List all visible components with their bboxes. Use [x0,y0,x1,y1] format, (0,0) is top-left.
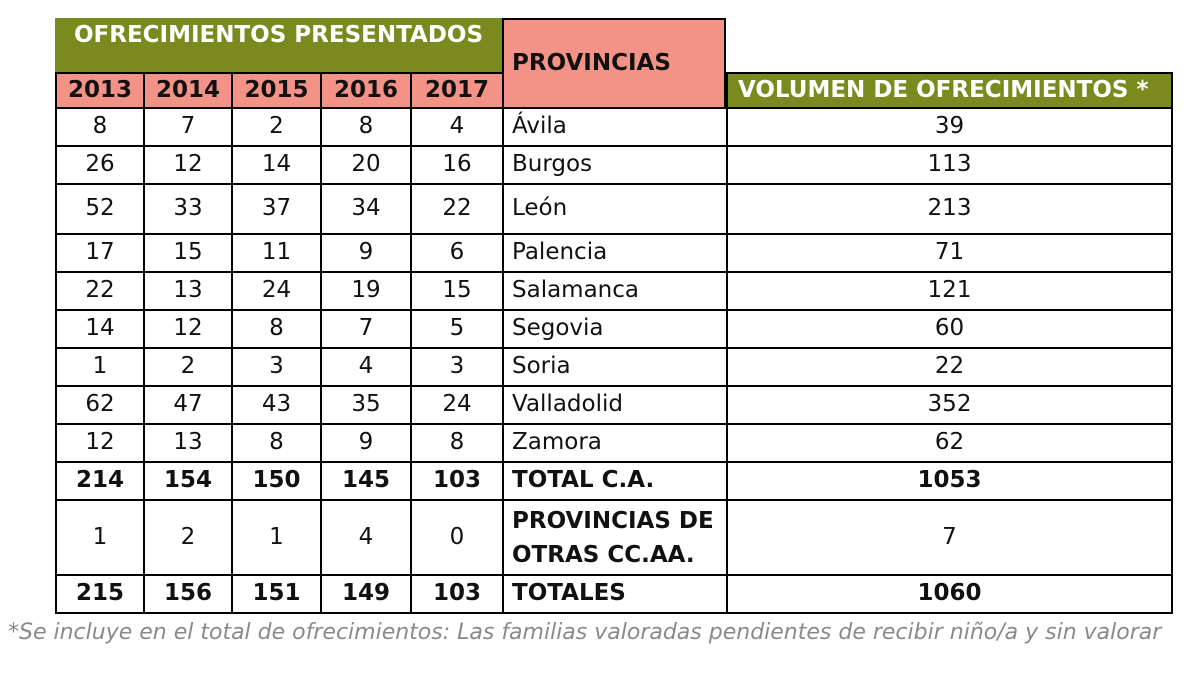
volumen-cell: 213 [726,183,1173,235]
table-cell-2015: 151 [231,574,322,614]
table-cell-2016: 9 [320,233,412,273]
table-cell-2016: 7 [320,309,412,349]
table-cell-2017: 8 [410,423,504,463]
table-cell-2016: 9 [320,423,412,463]
table-cell-2014: 2 [143,347,233,387]
volumen-cell: 62 [726,423,1173,463]
provincia-cell: Ávila [502,107,728,147]
volumen-header: VOLUMEN DE OFRECIMIENTOS * [726,72,1173,109]
table-cell-2014: 12 [143,145,233,185]
provincia-cell: Burgos [502,145,728,185]
volumen-cell: 22 [726,347,1173,387]
table-cell-2014: 15 [143,233,233,273]
table-cell-2017: 3 [410,347,504,387]
table-cell-2014: 154 [143,461,233,501]
provincia-cell: León [502,183,728,235]
provincia-cell: TOTAL C.A. [502,461,728,501]
table-cell-2016: 4 [320,347,412,387]
table-cell-2014: 7 [143,107,233,147]
volumen-cell: 352 [726,385,1173,425]
year-header: 2016 [320,72,412,109]
table-cell-2013: 62 [55,385,145,425]
provincia-cell: Soria [502,347,728,387]
table-cell-2017: 22 [410,183,504,235]
table-cell-2017: 4 [410,107,504,147]
table-cell-2013: 214 [55,461,145,501]
volumen-cell: 1060 [726,574,1173,614]
footnote: *Se incluye en el total de ofrecimientos: Las familias valoradas pendientes de recibir niño/a y sin valorar [8,620,1162,645]
table-cell-2017: 0 [410,499,504,576]
provincia-cell [502,499,728,576]
provincia-line: PROVINCIAS DE [512,507,714,534]
table-cell-2015: 8 [231,309,322,349]
table-cell-2014: 13 [143,271,233,311]
provincia-line: OTRAS CC.AA. [512,541,695,568]
group-title: OFRECIMIENTOS PRESENTADOS [55,18,502,73]
table-cell-2015: 2 [231,107,322,147]
provincia-cell: Palencia [502,233,728,273]
table-cell-2013: 1 [55,499,145,576]
table-cell-2017: 16 [410,145,504,185]
table-cell-2016: 35 [320,385,412,425]
volumen-cell: 121 [726,271,1173,311]
table-cell-2017: 103 [410,461,504,501]
table-cell-2017: 5 [410,309,504,349]
table-cell-2015: 37 [231,183,322,235]
table-cell-2016: 149 [320,574,412,614]
table-cell-2014: 2 [143,499,233,576]
year-header: 2017 [410,72,504,109]
table-cell-2016: 34 [320,183,412,235]
table-cell-2014: 156 [143,574,233,614]
volumen-cell: 39 [726,107,1173,147]
table-cell-2013: 12 [55,423,145,463]
year-header: 2015 [231,72,322,109]
year-header: 2013 [55,72,145,109]
table-cell-2015: 8 [231,423,322,463]
table-cell-2013: 8 [55,107,145,147]
table-cell-2016: 4 [320,499,412,576]
table-cell-2013: 215 [55,574,145,614]
table-cell-2015: 1 [231,499,322,576]
table-cell-2015: 14 [231,145,322,185]
table-cell-2013: 17 [55,233,145,273]
table-cell-2015: 11 [231,233,322,273]
table-cell-2017: 6 [410,233,504,273]
provincias-header: PROVINCIAS [502,18,726,109]
table-cell-2013: 22 [55,271,145,311]
volumen-cell: 60 [726,309,1173,349]
table-cell-2016: 20 [320,145,412,185]
table-cell-2017: 24 [410,385,504,425]
volumen-cell: 7 [726,499,1173,576]
provincia-cell: Valladolid [502,385,728,425]
table-cell-2016: 145 [320,461,412,501]
table-cell-2015: 24 [231,271,322,311]
table-cell-2016: 19 [320,271,412,311]
table-cell-2017: 103 [410,574,504,614]
table-cell-2014: 13 [143,423,233,463]
table-cell-2017: 15 [410,271,504,311]
table-cell-2016: 8 [320,107,412,147]
table-cell-2013: 1 [55,347,145,387]
table-cell-2014: 33 [143,183,233,235]
provincia-cell: Segovia [502,309,728,349]
volumen-cell: 1053 [726,461,1173,501]
table-cell-2015: 150 [231,461,322,501]
volumen-cell: 113 [726,145,1173,185]
provincia-cell: TOTALES [502,574,728,614]
table-cell-2013: 14 [55,309,145,349]
table-cell-2015: 43 [231,385,322,425]
provincia-cell: Zamora [502,423,728,463]
provincia-cell: Salamanca [502,271,728,311]
volumen-cell: 71 [726,233,1173,273]
offers-table [55,18,1173,615]
year-header: 2014 [143,72,233,109]
table-cell-2013: 26 [55,145,145,185]
table-cell-2013: 52 [55,183,145,235]
table-cell-2015: 3 [231,347,322,387]
table-cell-2014: 47 [143,385,233,425]
table-cell-2014: 12 [143,309,233,349]
